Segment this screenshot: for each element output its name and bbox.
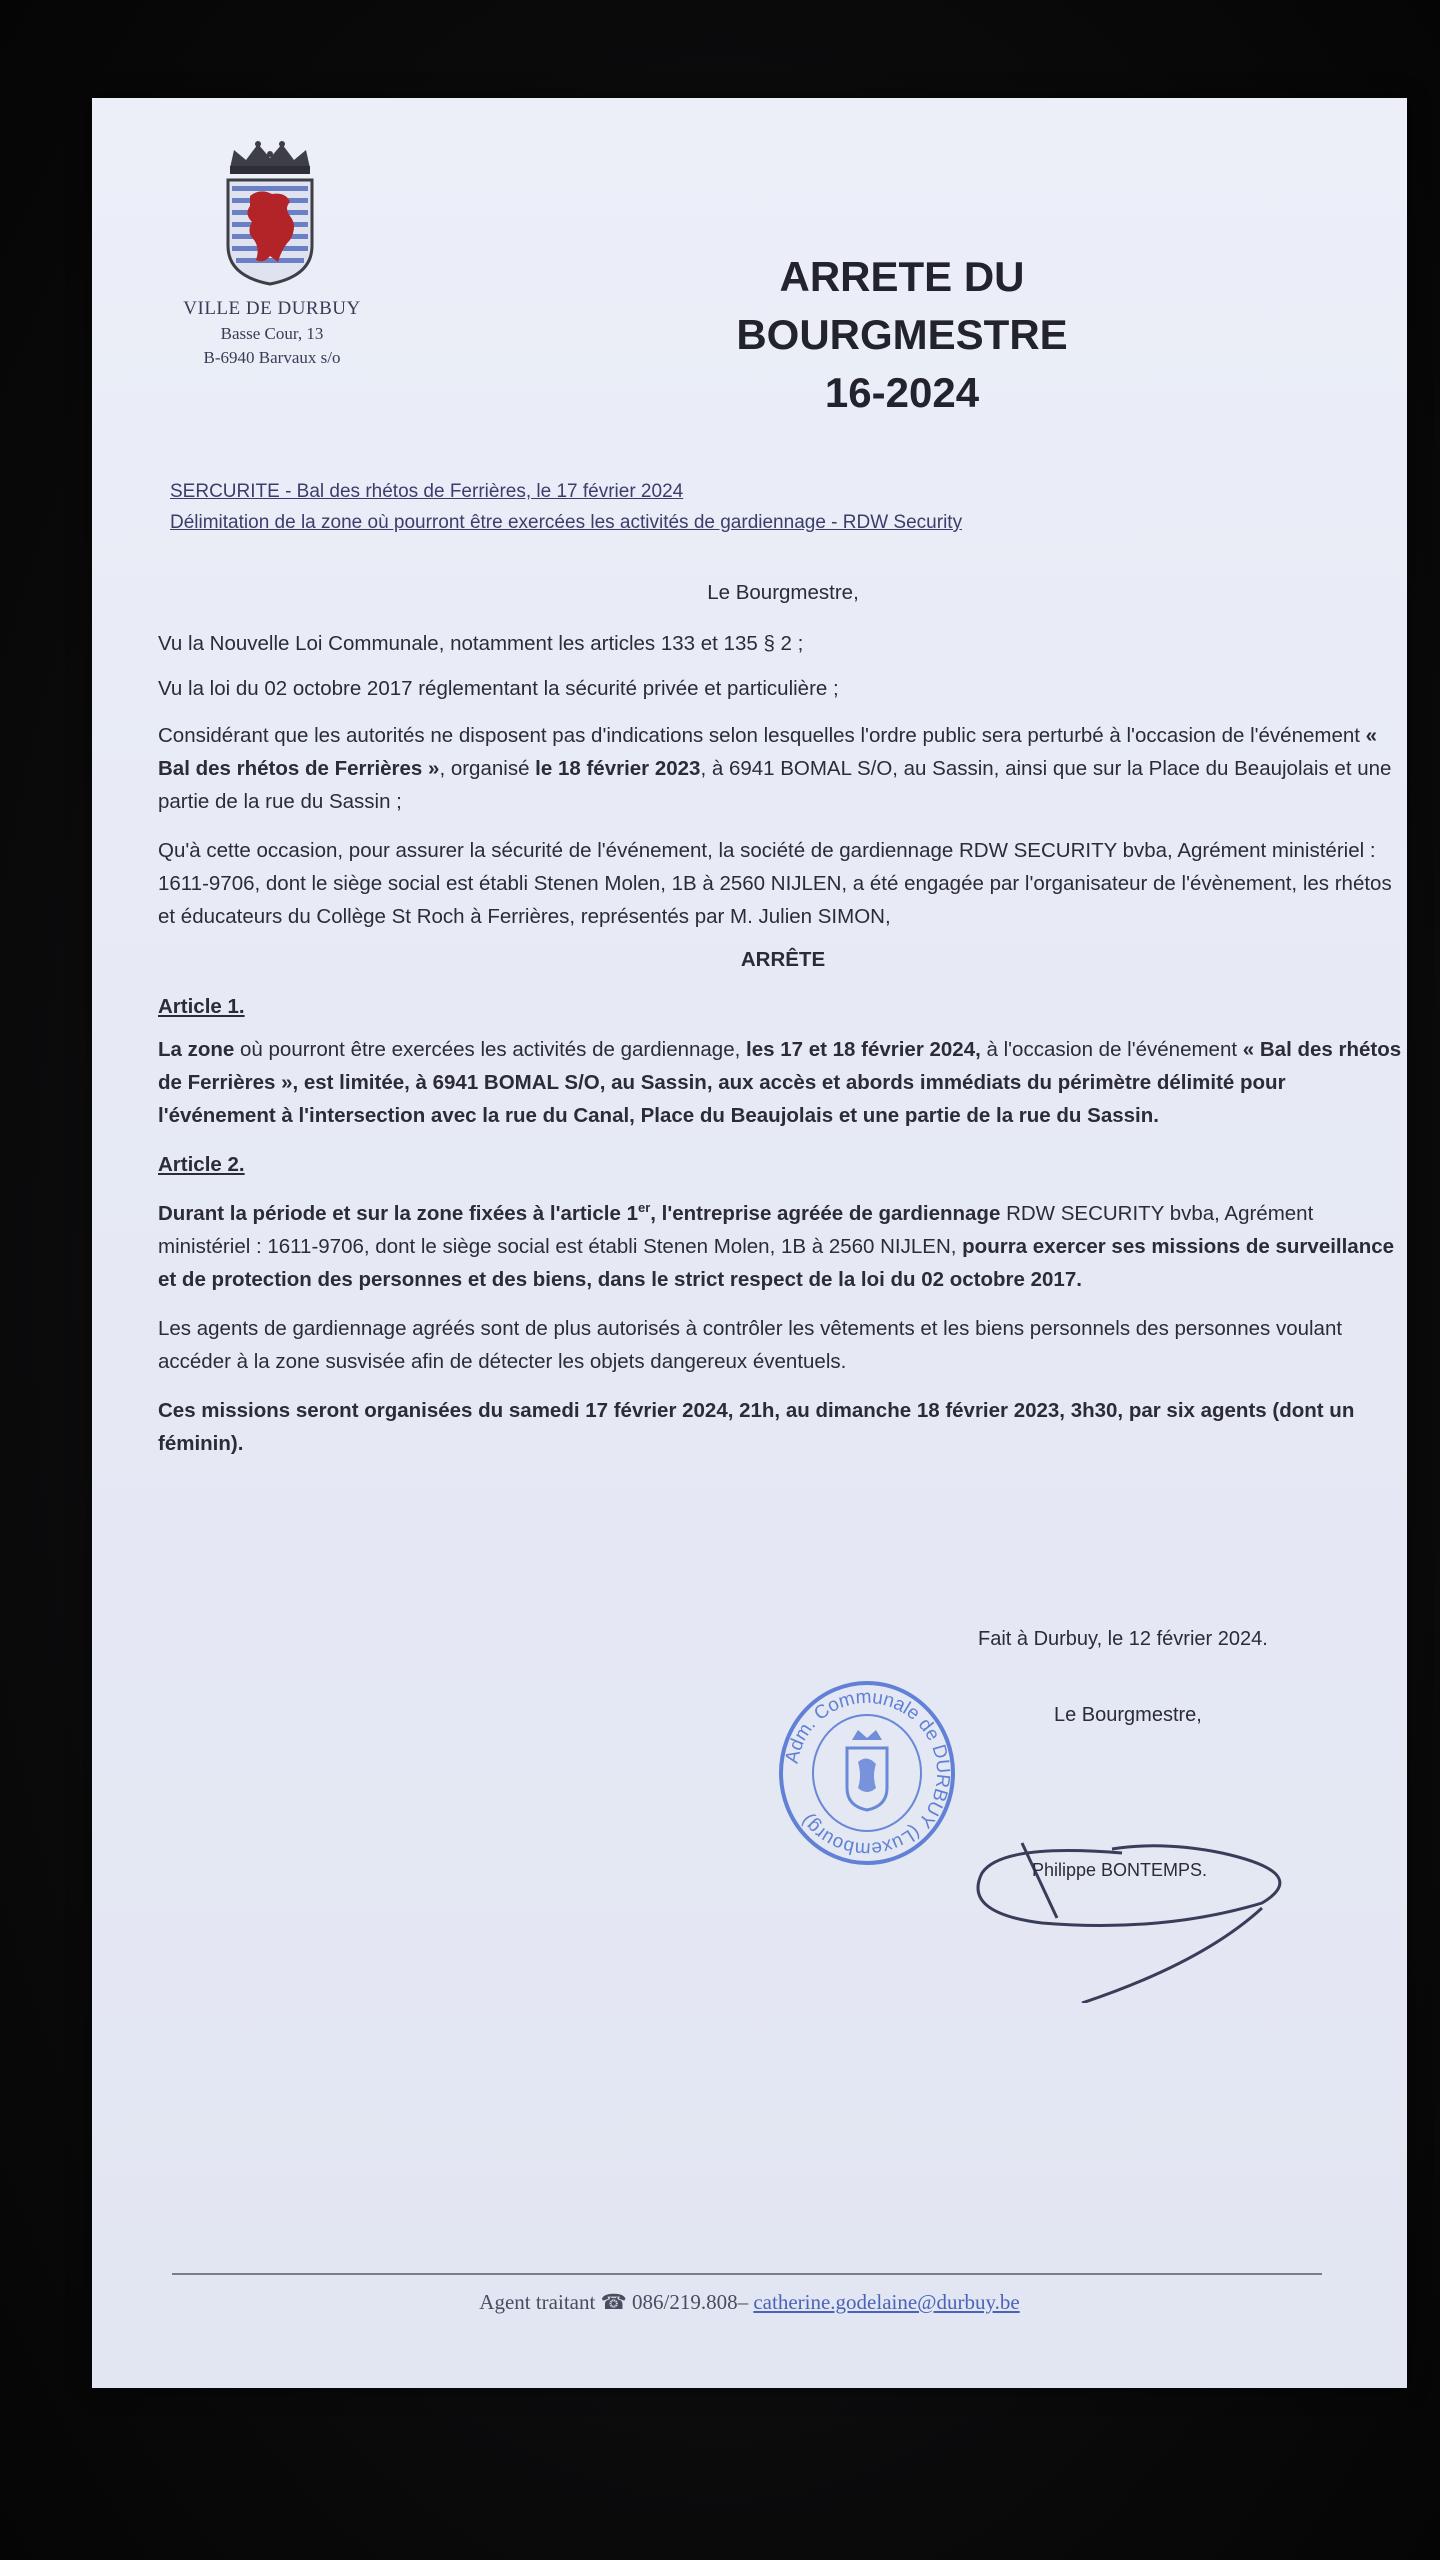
article-2-text (158, 1191, 1408, 1296)
legal-basis-1: Vu la Nouvelle Loi Communale, notamment les articles 133 et 135 § 2 ; (158, 632, 804, 655)
phone-number: 086/219.808 (632, 2290, 738, 2314)
article-2-missions: pourra exercer ses missions de surveillance et de protection des personnes et des biens, dans le strict respect de la loi du 02 octobre 2017. (158, 1234, 1395, 1291)
footer-divider (172, 2273, 1322, 2275)
decree-number: 16-2024 (824, 369, 980, 416)
municipality-address (172, 298, 372, 368)
article-1-part2: où pourront être exercées les activités de gardiennage, (234, 1038, 746, 1061)
decree-subject (170, 476, 962, 538)
article-1-part1: La zone (158, 1038, 235, 1061)
municipality-street: Basse Cour, 13 (220, 324, 324, 343)
decree-title (622, 248, 1182, 422)
signatory-name: Philippe BONTEMPS. (1032, 1860, 1208, 1880)
handwritten-signature-icon (962, 1813, 1302, 2003)
event-name: « Bal des rhétos de Ferrières » (158, 724, 1378, 780)
decree-document (92, 98, 1407, 2388)
contact-email-link[interactable]: catherine.godelaine@durbuy.be (753, 2290, 1020, 2314)
article-2-company: RDW SECURITY bvba, Agrément ministériel : 1611-9706, dont le siège social est établi Stenen Molen, 1B à 2560 NIJLEN, (158, 1201, 1314, 1258)
subject-line1: SERCURITE - Bal des rhétos de Ferrières, le 17 février 2024 (170, 481, 684, 502)
durbuy-coat-of-arms-icon (220, 136, 320, 286)
article-2-label: Article 2. (158, 1153, 245, 1176)
arrete-heading: ARRÊTE (740, 948, 826, 971)
occasion-paragraph: Qu'à cette occasion, pour assurer la sécurité de l'événement, la société de gardiennage RDW SECURITY bvba, Agrément ministériel : 1611-9706, dont le siège social est établi Stenen Molen, 1B à 2560 NIJLEN, a été engagée par l'organisateur de l'évènement, les rhétos et éducateurs du Collège St Roch à Ferrières, représentés par M. Julien SIMON, (158, 839, 1392, 928)
subject-line2: Délimitation de la zone où pourront être exercées les activités de gardiennage - RDW Security (170, 512, 963, 533)
decree-body (158, 576, 1408, 1476)
article-2-sup: er (637, 1200, 651, 1215)
municipality-name: VILLE DE DURBUY (183, 298, 361, 319)
legal-basis-2: Vu la loi du 02 octobre 2017 réglementant la sécurité privée et particulière ; (158, 677, 839, 700)
municipality-city: B-6940 Barvaux s/o (203, 348, 341, 367)
decree-title-line1: ARRETE DU BOURGMESTRE (736, 253, 1068, 358)
signatory-role: Le Bourgmestre, (1054, 1704, 1202, 1726)
article-1-dates: les 17 et 18 février 2024, (746, 1038, 981, 1061)
event-date: le 18 février 2023 (535, 757, 701, 780)
municipal-stamp-icon (772, 1678, 962, 1868)
considerant-text-2: , organisé (439, 757, 536, 780)
place-and-date: Fait à Durbuy, le 12 février 2024. (978, 1628, 1268, 1650)
missions-paragraph: Ces missions seront organisées du samedi 17 février 2024, 21h, au dimanche 18 février 2023, 3h30, par six agents (dont un féminin). (158, 1398, 1355, 1455)
article-1-text (158, 1033, 1408, 1132)
opening-line: Le Bourgmestre, (707, 581, 859, 604)
considerant-paragraph (158, 719, 1408, 818)
agents-paragraph: Les agents de gardiennage agréés sont de plus autorisés à contrôler les vêtements et les biens personnels des personnes voulant accéder à la zone susvisée afin de détecter les objets dangereux éventuels. (158, 1316, 1343, 1373)
phone-icon: ☎ (600, 2290, 627, 2314)
considerant-text-3: , à 6941 BOMAL S/O, au Sassin, ainsi que sur la Place du Beaujolais et une partie de la rue du Sassin ; (158, 757, 1392, 813)
article-1-label: Article 1. (158, 995, 245, 1018)
stamp-text: Adm. Communale de DURBUY (Luxembourg) (781, 1686, 954, 1860)
considerant-text-1: Considérant que les autorités ne disposent pas d'indications selon lesquelles l'ordre public sera perturbé à l'occasion de l'événement (158, 724, 1366, 747)
footer-separator: – (737, 2290, 749, 2314)
article-1-zone: « Bal des rhétos de Ferrières », est limitée, à 6941 BOMAL S/O, au Sassin, aux accès et abords immédiats du périmètre délimité pour l'événement à l'intersection avec la rue du Canal, Place du Beaujolais et une partie de la rue du Sassin. (158, 1038, 1402, 1127)
article-2-part2: , l'entreprise agréée de gardiennage (650, 1201, 1007, 1225)
article-2-part1: Durant la période et sur la zone fixées à l'article 1 (158, 1201, 638, 1225)
footer-contact (92, 2290, 1407, 2315)
agent-label: Agent traitant (479, 2290, 596, 2314)
article-1-part3: à l'occasion de l'événement (980, 1038, 1243, 1061)
